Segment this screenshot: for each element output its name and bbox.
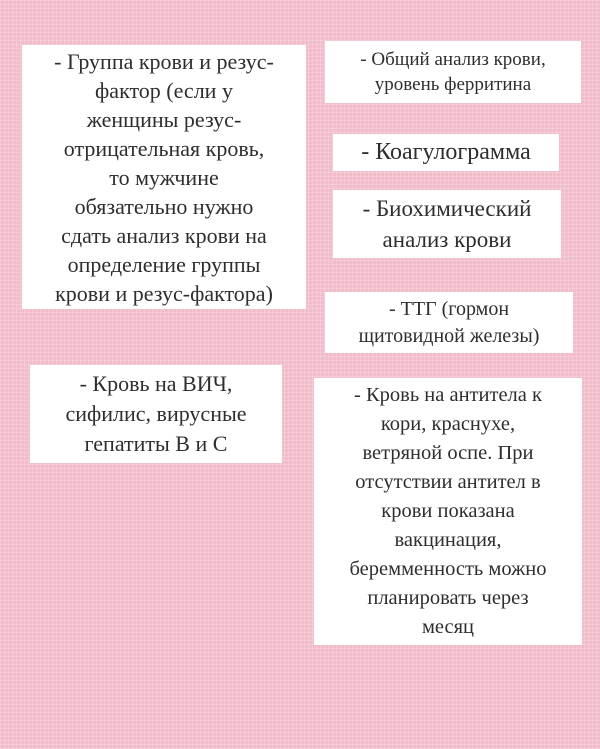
card-text: - ТТГ (гормон щитовидной железы) xyxy=(358,297,540,347)
card-text: - Группа крови и резус- фактор (если у женщины резус- отрицательная кровь, то мужчине обязательно нужно сдать анализ крови на определение группы крови и резус-фактора) xyxy=(54,48,274,306)
card-text: - Общий анализ крови, уровень ферритина xyxy=(360,49,546,95)
card-text: - Биохимический анализ крови xyxy=(362,196,532,252)
card-biochemistry xyxy=(333,190,561,258)
card-text: - Кровь на ВИЧ, сифилис, вирусные гепатиты В и С xyxy=(65,371,247,456)
card-text: - Коагулограмма xyxy=(361,139,531,165)
card-coagulogram xyxy=(333,134,559,171)
card-blood-count xyxy=(325,41,581,103)
card-tsh xyxy=(325,292,573,353)
card-blood-group xyxy=(22,45,306,309)
card-antibodies xyxy=(314,378,582,645)
card-text: - Кровь на антитела к кори, краснухе, ветряной оспе. При отсутствии антител в крови показана вакцинация, беремменность можно планировать через месяц xyxy=(349,384,547,638)
card-hiv xyxy=(30,365,282,463)
